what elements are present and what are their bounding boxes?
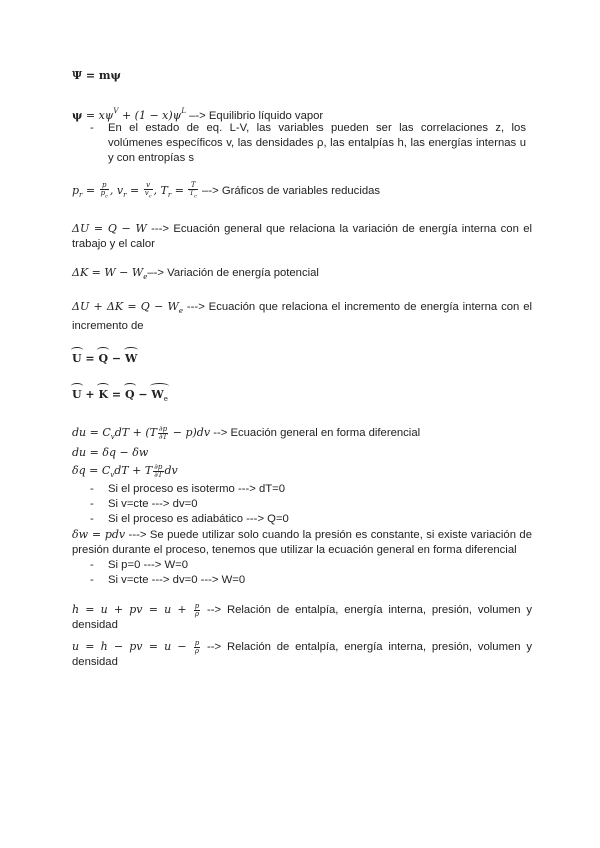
hat-equation-1: U = Q − W <box>72 352 138 365</box>
equation-du-dq <box>72 445 532 461</box>
energy-balance-description: ---> Ecuación general que relaciona la variación de energía interna con el trabajo y el calor <box>72 223 532 250</box>
bullet-dash: - <box>90 513 94 525</box>
increment-math: $\Delta U + \Delta K = Q - W_e$ <box>72 300 184 315</box>
energy-balance-math: ΔU = Q − W <box>72 222 147 235</box>
bullet-dash: - <box>90 122 94 134</box>
du-dq-math: du = δq − δw <box>72 446 149 459</box>
du-general-description: --> Ecuación general en forma diferencial <box>210 427 421 439</box>
equation-enthalpy <box>72 602 532 633</box>
bullet-adiabatic: Si el proceso es adiabático ---> Q=0 <box>108 513 289 525</box>
psi-equation: Ψ = mψ <box>72 69 121 82</box>
bullet-dash: - <box>90 574 94 586</box>
bullet-constant-volume: Si v=cte ---> dv=0 <box>108 498 198 510</box>
work-math: δw = pdv <box>72 528 126 541</box>
equation-reduced-variables <box>72 182 532 203</box>
equation-energy-balance <box>72 221 532 252</box>
equation-work <box>72 527 532 558</box>
equation-dq <box>72 463 532 483</box>
increment-description: ---> Ecuación que relaciona el incremento de energía interna con el incremento de <box>72 301 532 332</box>
bullet-isotherm: Si el proceso es isotermo ---> dT=0 <box>108 483 286 495</box>
internal-energy-description: --> Relación de entalpía, energía interna, presión, volumen y densidad <box>72 641 532 668</box>
equation-kinetic <box>72 265 532 285</box>
kinetic-description: –-> Variación de energía potencial <box>147 267 319 279</box>
reduced-variables-description: –-> Gráficos de variables reducidas <box>198 185 381 198</box>
bullet-dash: - <box>90 559 94 571</box>
mixture-description: –-> Equilibrio líquido vapor <box>185 110 324 122</box>
work-description: ---> Se puede utilizar solo cuando la presión es constante, si existe variación de presión durante el proceso, tenemos que utilizar la ecuación general en forma diferencial <box>72 529 532 556</box>
kinetic-math: $\Delta K = W - W_e$ <box>72 266 148 281</box>
bullet-dash: - <box>90 483 94 495</box>
equation-psi <box>72 68 532 84</box>
bullet-dash: - <box>90 498 94 510</box>
enthalpy-description: --> Relación de entalpía, energía interna, presión, volumen y densidad <box>72 604 532 631</box>
bullet-constant-volume-work: Si v=cte ---> dv=0 ---> W=0 <box>108 574 246 586</box>
equation-hat-2 <box>72 387 532 407</box>
hat-equation-2: $U + K = Q - W_e$ <box>72 388 168 401</box>
internal-energy-math: u = h − pv = u − $\frac{p}{\rho}$ <box>72 638 200 655</box>
enthalpy-math: h = u + pv = u + $\frac{p}{\rho}$ <box>72 601 200 618</box>
equation-internal-energy-increment <box>72 299 532 334</box>
bullet-zero-pressure: Si p=0 ---> W=0 <box>108 559 189 571</box>
reduced-variables-math: $p_r$ = $\frac{p}{p_c}$ , $v_r$ = $\frac{v}{v_c}$ , $T_r$ = $\frac{T}{T_c}$ <box>72 181 197 200</box>
du-general-math: du = $C_vdT + (T$ $\frac{\partial p}{\partial T}$ − p)dv <box>72 424 211 441</box>
equation-internal-energy <box>72 639 532 670</box>
bullet-lv-variables: En el estado de eq. L-V, las variables pueden ser las correlaciones z, los volúmenes específicos v, las densidades ρ, las entalpías h, las energías internas u y con entropías s <box>108 122 526 164</box>
equation-hat-1 <box>72 351 532 367</box>
mixture-equation: $\psi = x\psi^V + (1 - x)\psi^L$ <box>72 107 186 122</box>
dq-math: $\delta q = C_vdT + T$ $\frac{\partial p}{\partial T}$ dv <box>72 462 178 479</box>
equation-du-general <box>72 425 532 445</box>
